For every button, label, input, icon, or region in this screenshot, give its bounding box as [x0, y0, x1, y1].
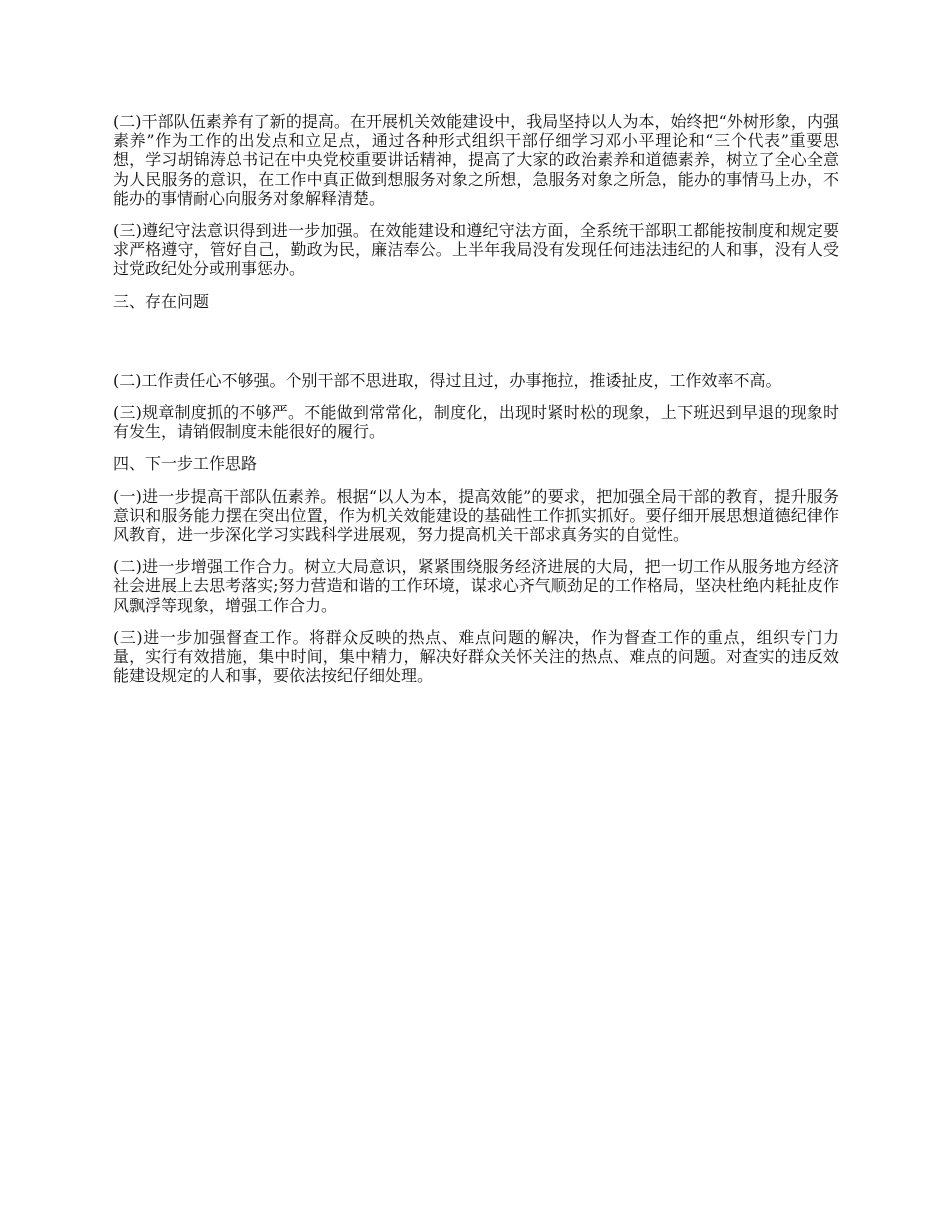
paragraph-discipline-awareness: (三)遵纪守法意识得到进一步加强。在效能建设和遵纪守法方面，全系统干部职工都能按制度和规定要求严格遵守，管好自己，勤政为民，廉洁奉公。上半年我局没有发现任何违法违纪的人和事，没有人受过党政纪处分或刑事惩办。	[113, 221, 839, 279]
paragraph-rules-enforcement: (三)规章制度抓的不够严。不能做到常常化，制度化，出现时紧时松的现象，上下班迟到早退的现象时有发生，请销假制度未能很好的履行。	[113, 403, 839, 442]
section-heading-problems: 三、存在问题	[113, 291, 210, 311]
document-body	[113, 112, 839, 698]
paragraph-supervision: (三)进一步加强督查工作。将群众反映的热点、难点问题的解决，作为督查工作的重点，组织专门力量，实行有效措施，集中时间，集中精力，解决好群众关怀关注的热点、难点的问题。对查实的违反效能建设规定的人和事，要依法按纪仔细处理。	[113, 627, 839, 686]
paragraph-improve-quality: (一)进一步提高干部队伍素养。根据“以人为本，提高效能”的要求，把加强全局干部的教育，提升服务意识和服务能力摆在突出位置，作为机关效能建设的基础性工作抓实抓好。要仔细开展思想道德纪律作风教育，进一步深化学习实践科学进展观，努力提高机关干部求真务实的自觉性。	[113, 486, 839, 545]
section-heading-next-steps: 四、下一步工作思路	[113, 454, 258, 474]
paragraph-cadre-quality: (二)干部队伍素养有了新的提高。在开展机关效能建设中，我局坚持以人为本，始终把“外树形象，内强素养”作为工作的出发点和立足点，通过各种形式组织干部仔细学习邓小平理论和“三个代表”重要思想，学习胡锦涛总书记在中央党校重要讲话精神，提高了大家的政治素养和道德素养，树立了全心全意为人民服务的意识，在工作中真正做到想服务对象之所想，急服务对象之所急，能办的事情马上办，不能办的事情耐心向服务对象解释清楚。	[113, 112, 839, 208]
blank-gap	[113, 324, 839, 371]
paragraph-work-synergy: (二)进一步增强工作合力。树立大局意识，紧紧围绕服务经济进展的大局，把一切工作从服务地方经济社会进展上去思考落实;努力营造和谐的工作环境，谋求心齐气顺劲足的工作格局，坚决杜绝内耗扯皮作风飘浮等现象，增强工作合力。	[113, 557, 839, 615]
paragraph-responsibility: (二)工作责任心不够强。个别干部不思进取，得过且过，办事拖拉，推诿扯皮，工作效率不高。	[113, 370, 782, 390]
